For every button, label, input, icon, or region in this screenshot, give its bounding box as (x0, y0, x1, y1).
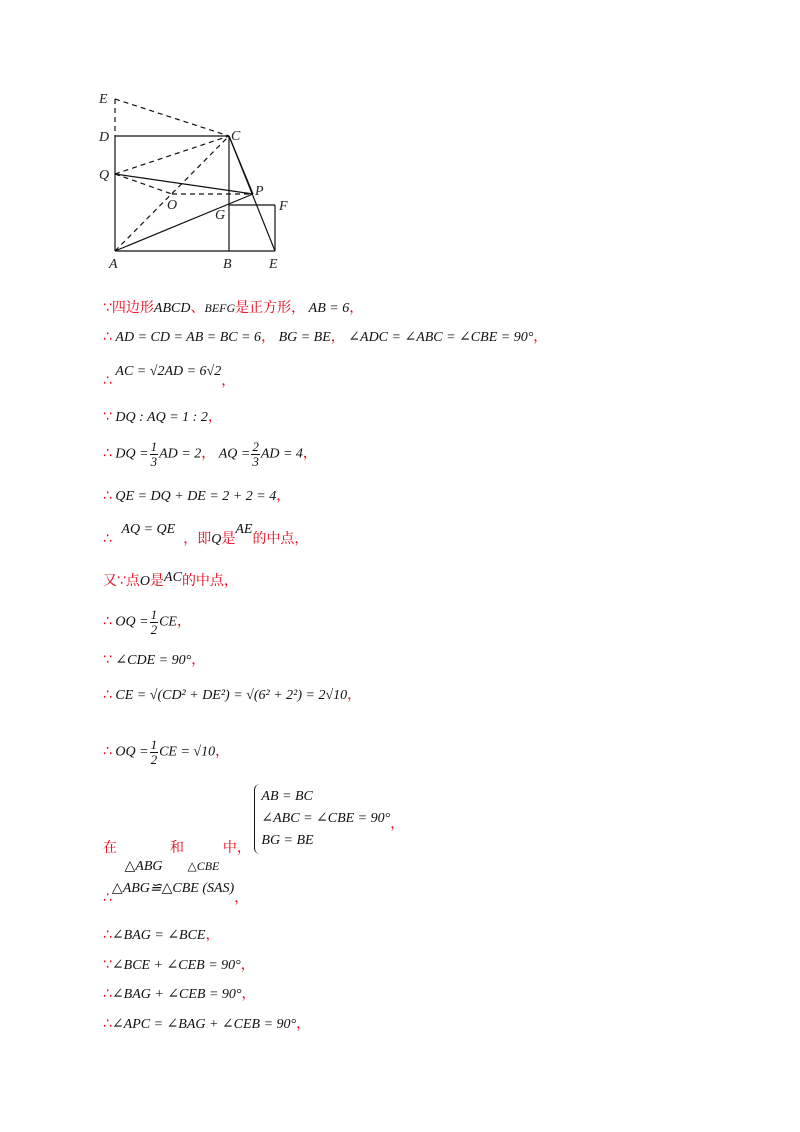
math: ∠CDE = 90° (115, 653, 192, 668)
math: BEFG (204, 301, 236, 315)
math: AE (235, 522, 253, 537)
text: 和 (169, 840, 184, 857)
solution-line-8 (103, 572, 238, 591)
segment-CP (229, 136, 253, 194)
text: ， (302, 445, 317, 462)
text: ， (390, 816, 405, 833)
math: CE (159, 614, 177, 630)
solution-line-13 (103, 784, 405, 875)
text: ， (533, 329, 548, 345)
numerator: 1 (150, 607, 158, 622)
text: 是 (150, 573, 165, 589)
equation-system (254, 784, 390, 854)
text: ， (176, 613, 191, 630)
math: AD = 4 (260, 446, 303, 462)
math: ∠APC = ∠BAG + ∠CEB = 90° (111, 1017, 297, 1032)
math: CE = √10 (159, 744, 216, 760)
solution-line-7 (103, 522, 309, 549)
condition-2: ∠ABC = ∠CBE = 90° (261, 811, 391, 826)
therefore-symbol: ∴ (103, 986, 112, 1002)
segment-QP (115, 174, 253, 194)
numerator: 1 (150, 439, 158, 454)
because-symbol: ∵ (103, 409, 112, 425)
text: ， (201, 445, 216, 462)
solution-line-10 (103, 651, 205, 670)
math: ∠ADC = ∠ABC = ∠CBE = 90° (348, 330, 534, 345)
math: QE = DQ + DE = 2 + 2 = 4 (115, 489, 277, 504)
text: 四边形 (111, 300, 154, 316)
text: 又∵点 (103, 573, 140, 589)
text: ， (261, 329, 276, 345)
solution-line-15 (103, 926, 220, 945)
math: OQ = (115, 744, 149, 760)
label-F: F (279, 199, 288, 214)
fraction-two-thirds (251, 440, 260, 469)
therefore-symbol: ∴ (103, 743, 112, 760)
therefore-symbol: ∴ (103, 329, 112, 345)
therefore-symbol: ∴ (103, 687, 112, 703)
fraction-one-half (150, 738, 159, 767)
dashed-EC (115, 99, 229, 136)
solution-line-2 (103, 328, 547, 347)
text: ， (296, 1016, 311, 1032)
figure-svg (95, 88, 305, 273)
solution-line-17 (103, 985, 256, 1004)
math: AQ = (218, 446, 251, 462)
numerator: 1 (150, 737, 158, 752)
solution-line-9 (103, 608, 191, 637)
denominator: 3 (252, 454, 259, 469)
fraction-one-third (150, 440, 159, 469)
numerator: 2 (252, 439, 259, 454)
label-A: A (109, 257, 118, 272)
text: ， (241, 986, 256, 1002)
label-Q: Q (99, 168, 110, 183)
text: ， (191, 652, 206, 668)
text: 的中点， (252, 531, 309, 547)
text: ， (215, 743, 230, 760)
solution-line-16 (103, 956, 255, 975)
because-symbol: ∵ (103, 300, 112, 316)
math: AD = CD = AB = BC = 6 (115, 330, 262, 345)
solution-line-1 (103, 299, 363, 318)
math: ∠BAG = ∠BCE (111, 928, 206, 943)
solution-line-11 (103, 686, 361, 705)
math: AQ = QE (121, 522, 176, 537)
text: 的中点， (181, 573, 238, 589)
fraction-one-half (150, 608, 159, 637)
therefore-symbol: ∴ (103, 488, 112, 504)
solution-line-14 (103, 879, 249, 906)
text: ，即 (183, 531, 212, 547)
therefore-symbol: ∴ (103, 927, 112, 943)
label-G: G (215, 208, 226, 223)
label-P: P (255, 184, 264, 199)
math: CE = √(CD² + DE²) = √(6² + 2²) = 2√10 (115, 688, 348, 703)
therefore-symbol: ∴ (103, 1016, 112, 1032)
math: AC (164, 570, 182, 585)
math: OQ = (115, 614, 149, 630)
text: 是 (221, 531, 236, 547)
therefore-symbol: ∴ (103, 373, 112, 389)
solution-line-4 (103, 408, 222, 427)
solution-line-3 (103, 362, 236, 389)
text: 中， (222, 840, 251, 857)
denominator: 2 (150, 752, 158, 767)
text: ， (349, 300, 364, 316)
math: AD = 2 (159, 446, 202, 462)
text: ， (221, 373, 236, 389)
text: ， (205, 927, 220, 943)
text: 是正方形， (235, 300, 306, 316)
solution-line-18 (103, 1015, 310, 1034)
solution-line-12 (103, 738, 229, 767)
therefore-symbol: ∴ (103, 613, 112, 630)
text: ， (276, 488, 291, 504)
label-E-bottom: E (269, 257, 278, 272)
because-symbol: ∵ (103, 957, 112, 973)
math: DQ : AQ = 1 : 2 (115, 410, 208, 425)
segment-AP (115, 194, 253, 251)
dashed-QO (115, 174, 172, 194)
text: ， (330, 329, 345, 345)
text: 、 (190, 300, 205, 316)
condition-1: AB = BC (261, 789, 313, 804)
math: Q (211, 532, 222, 547)
condition-3: BG = BE (261, 833, 314, 848)
solution-line-6 (103, 487, 290, 506)
geometry-figure (95, 88, 305, 273)
math: AC = √2AD = 6√2 (115, 364, 222, 379)
label-B: B (223, 257, 232, 272)
label-E-top: E (99, 92, 108, 107)
math: ABCD (153, 301, 191, 316)
text: ， (234, 890, 249, 906)
label-C: C (231, 129, 241, 144)
label-O: O (167, 198, 178, 213)
math: △ABG (124, 859, 163, 875)
text: ， (347, 687, 362, 703)
denominator: 3 (150, 454, 158, 469)
math: ∠BAG + ∠CEB = 90° (111, 987, 242, 1002)
therefore-symbol: ∴ (103, 445, 112, 462)
math: ∠BCE + ∠CEB = 90° (111, 958, 241, 973)
label-D: D (99, 130, 110, 145)
because-symbol: ∵ (103, 652, 112, 668)
text: ， (207, 409, 222, 425)
text: ， (240, 957, 255, 973)
math: △ABG≌△CBE (SAS) (111, 881, 235, 896)
dashed-QC (115, 136, 229, 174)
solution-line-5 (103, 440, 317, 469)
therefore-symbol: ∴ (103, 531, 112, 547)
math: DQ = (115, 446, 149, 462)
math: BG = BE (278, 330, 331, 345)
math: AB = 6 (308, 301, 350, 316)
text: 在 (103, 840, 117, 857)
denominator: 2 (150, 622, 158, 637)
math: O (139, 574, 151, 589)
math: △CBE (187, 859, 220, 874)
therefore-symbol: ∴ (103, 890, 112, 906)
